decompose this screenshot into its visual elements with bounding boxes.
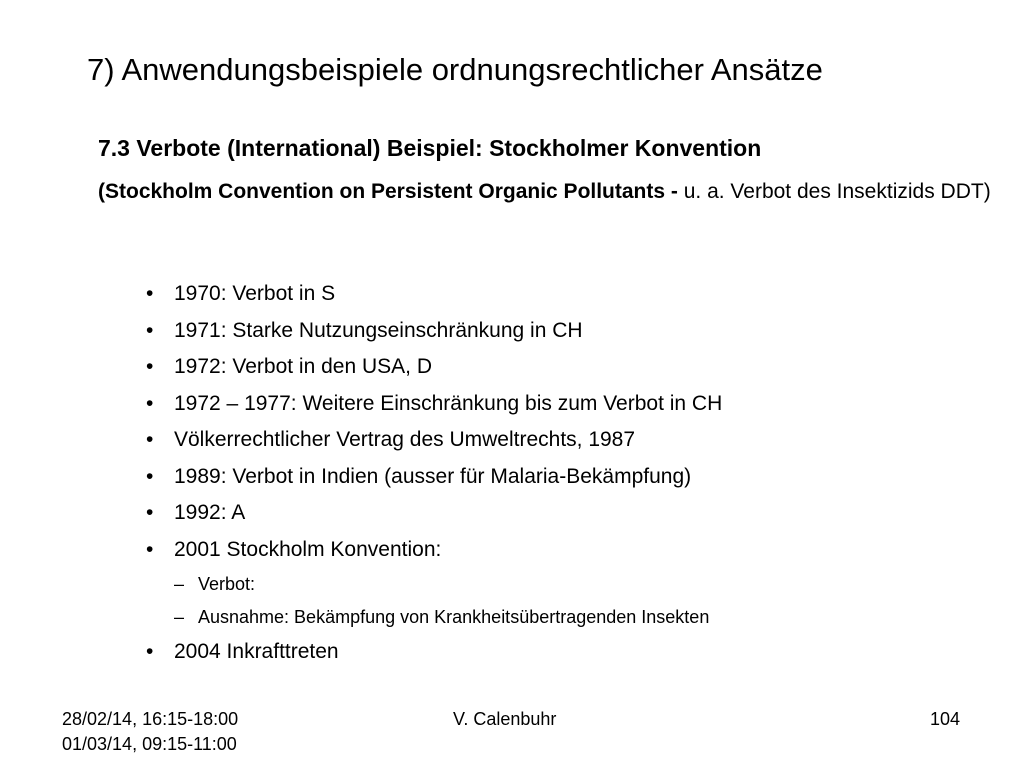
intro-paragraph [98,178,994,206]
intro-normal-text: u. a. Verbot des Insektizids DDT) [683,180,991,203]
slide-subtitle: 7.3 Verbote (International) Beispiel: Stockholmer Konvention [98,135,762,161]
dash-mark: – [174,574,185,594]
slide-title: 7) Anwendungsbeispiele ordnungsrechtlicher Ansätze [87,52,823,87]
bullet-item [146,276,722,313]
bullet-item [146,459,722,496]
bullet-mark: • [146,391,154,415]
bullet-text: Völkerrechtlicher Vertrag des Umweltrechts, 1987 [174,428,636,451]
bullet-item [146,495,722,532]
bullet-text: 1972: Verbot in den USA, D [174,355,432,378]
bullet-item [146,313,722,350]
sub-bullet-list [146,568,722,634]
intro-bold-text: (Stockholm Convention on Persistent Organic Pollutants - [98,180,684,203]
bullet-mark: • [146,318,154,342]
bullet-mark: • [146,355,154,378]
page-number: 104 [930,709,961,729]
dash-mark: – [174,607,185,627]
bullet-text: 2004 Inkrafttreten [174,640,339,663]
sub-bullet-item [146,601,722,634]
bullet-item [146,634,722,671]
sub-bullet-text: Verbot: [198,574,256,594]
bullet-item [146,349,722,386]
sub-bullet-item [146,568,722,601]
footer-date-line: 28/02/14, 16:15-18:00 [62,709,239,729]
bullet-text: 2001 Stockholm Konvention: [174,537,442,561]
bullet-mark: • [146,282,154,305]
bullet-text: 1972 – 1977: Weitere Einschränkung bis zum Verbot in CH [174,391,723,415]
bullet-mark: • [146,464,154,488]
bullet-mark: • [146,428,154,451]
bullet-text: 1970: Verbot in S [174,282,336,305]
bullet-mark: • [146,640,154,663]
bullet-text: 1992: A [174,501,246,524]
bullet-text: 1989: Verbot in Indien (ausser für Malaria-Bekämpfung) [174,464,692,488]
bullet-item [146,422,722,459]
bullet-list [146,276,722,671]
bullet-mark: • [146,537,154,561]
bullet-text: 1971: Starke Nutzungseinschränkung in CH [174,318,583,342]
bullet-mark: • [146,501,154,524]
sub-bullet-text: Ausnahme: Bekämpfung von Krankheitsübertragenden Insekten [198,607,710,627]
footer-date [62,707,238,757]
footer-author: V. Calenbuhr [453,709,557,729]
bullet-item [146,386,722,423]
footer-date-line: 01/03/14, 09:15-11:00 [62,734,237,754]
bullet-item [146,532,722,635]
